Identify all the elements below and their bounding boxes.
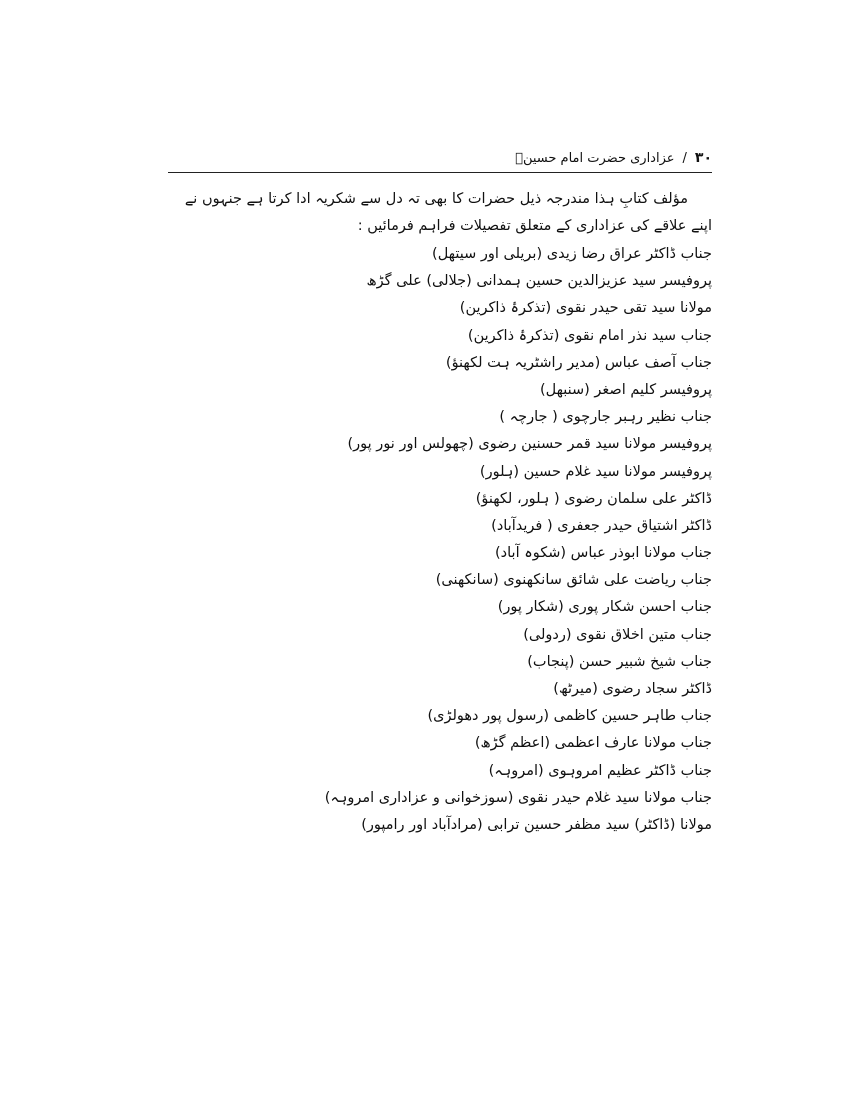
- list-item: پروفیسر کلیم اصغر (سنبھل): [539, 381, 712, 398]
- list-item: جناب ڈاکٹر عراق رضا زیدی (بریلی اور سیتھل): [432, 246, 712, 262]
- running-title: عزاداری حضرت امام حسینؑ: [515, 150, 675, 166]
- running-header: [168, 146, 712, 170]
- list-item: جناب مولانا ابوذر عباس (شکوہ آباد): [495, 545, 712, 562]
- intro-paragraph: مؤلف کتابِ ہذا مندرجہ ذیل حضرات کا بھی تہ دل سے شکریہ ادا کرتا ہے جنہوں نے اپنے علاقے کی عزاداری کے متعلق تفصیلات فراہم فرمائیں :: [184, 191, 712, 234]
- list-item: جناب سید نذر امام نقوی (تذکرۂ ذاکرین): [467, 327, 712, 344]
- list-item: ڈاکٹر اشتیاق حیدر جعفری ( فریدآباد): [491, 517, 712, 534]
- list-item: پروفیسر مولانا سید قمر حسنین رضوی (چھولس اور نور پور): [347, 436, 712, 453]
- acknowledgement-list: [168, 241, 712, 839]
- list-item: ڈاکٹر علی سلمان رضوی ( ہلور، لکھنؤ): [475, 490, 712, 507]
- list-item: مولانا سید تقی حیدر نقوی (تذکرۂ ذاکرین): [459, 300, 712, 317]
- list-item: جناب مولانا سید غلام حیدر نقوی (سوزخوانی و عزاداری امروہہ): [324, 789, 712, 806]
- list-item: ڈاکٹر سجاد رضوی (میرٹھ): [553, 681, 712, 697]
- list-item: جناب متین اخلاق نقوی (ردولی): [523, 626, 712, 643]
- list-item: جناب آصف عباس (مدیر راشٹریہ ہت لکھنؤ): [445, 354, 712, 371]
- list-item: مولانا (ڈاکٹر) سید مظفر حسین ترابی (مرادآباد اور رامپور): [361, 816, 712, 833]
- header-separator: /: [682, 150, 687, 166]
- header-rule: [168, 172, 712, 173]
- list-item: پروفیسر مولانا سید غلام حسین (ہلور): [479, 463, 712, 480]
- list-item: جناب مولانا عارف اعظمی (اعظم گڑھ): [474, 735, 712, 752]
- list-item: پروفیسر سید عزیزالدین حسین ہمدانی (جلالی) علی گڑھ: [366, 273, 712, 290]
- list-item: جناب ریاضت علی شائق سانکھنوی (سانکھنی): [435, 572, 712, 589]
- page-body: [168, 186, 712, 839]
- list-item: جناب ڈاکٹر عظیم امروہوی (امروہہ): [488, 762, 712, 779]
- page-number: ۳۰: [694, 150, 712, 166]
- list-item: جناب طاہر حسین کاظمی (رسول پور دھولڑی): [427, 708, 712, 725]
- list-item: جناب شیخ شبیر حسن (پنجاب): [527, 653, 712, 670]
- list-item: جناب نظیر رہبر جارچوی ( جارچہ ): [499, 409, 712, 426]
- list-item: جناب احسن شکار پوری (شکار پور): [497, 599, 712, 616]
